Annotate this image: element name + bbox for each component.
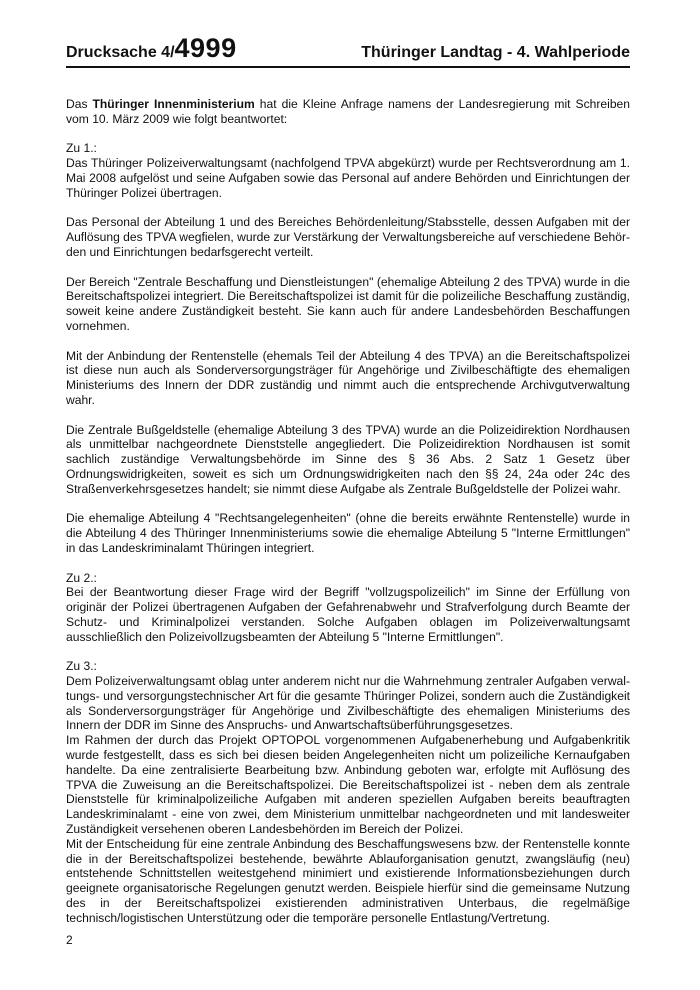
- parliament-title: Thüringer Landtag - 4. Wahlperiode: [361, 44, 630, 61]
- answer-1-paragraph: Die ehemalige Abteilung 4 "Rechtsangelegenheiten" (ohne die bereits erwähnte Rentenstelle) wurde in die Abteilung 4 des Thüringer Innenministeriums sowie die ehemalige Abteilung 5 "Interne Ermittlungen" in das Landeskriminalamt Thüringen integriert.: [66, 511, 630, 555]
- answer-1-paragraph: Mit der Anbindung der Rentenstelle (ehemals Teil der Abteilung 4 des TPVA) an die Bereitschaftspolizei ist diese nun auch als Sonderversorgungsträger für Angehörige und Zivilbeschäftigte des ehemaligen Ministeriums des Innern der DDR zuständig und nimmt auch die entsprechende Archivgutverwaltung wahr.: [66, 348, 630, 407]
- intro-paragraph: [66, 97, 630, 127]
- ministry-name: Thüringer Innenministerium: [92, 97, 255, 111]
- answer-1-paragraph: Die Zentrale Bußgeldstelle (ehemalige Abteilung 3 des TPVA) wurde an die Polizeidirektion Nordhausen als unmittelbar nachgeordnete Dienststelle angegliedert. Die Polizeidirektion Nordhausen ist somit sachlich zuständige Verwaltungsbehörde im Sinne des § 36 Abs. 2 Satz 1 Gesetz über Ordnungswidrigkeiten, soweit es sich um Ordnungswidrigkeiten nach den §§ 24, 24a oder 24c des Straßenverkehrsgesetzes handelt; sie nimmt diese Aufgabe als Zentrale Bußgeldstelle der Polizei wahr.: [66, 422, 630, 496]
- drucksache-number: 4999: [174, 33, 237, 63]
- document-body: [66, 97, 630, 926]
- answer-1-paragraph: Der Bereich "Zentrale Beschaffung und Dienstleistungen" (ehemalige Abteilung 2 des TPVA) wurde in die Bereitschaftspolizei integriert. Die Bereitschaftspolizei ist damit für die polizeiliche Beschaffung zuständig, soweit keine andere Zuständigkeit besteht. Sie kann auch für andere Landesbehörden Beschaffungen vornehmen.: [66, 274, 630, 333]
- answer-3-heading: Zu 3.:: [66, 659, 97, 674]
- answer-3-paragraph: Dem Polizeiverwaltungsamt oblag unter anderem nicht nur die Wahrnehmung zentraler Aufgaben verwaltungs- und versorgungstechnischer Art für die gesamte Thüringer Polizei, sondern auch die Zuständigkeit als Sonderversorgungsträger für Angehörige und Zivilbeschäftigte des ehemaligen Ministeriums des Innern der DDR im Sinne des Anspruchs- und Anwartschaftsüberführungsgesetzes.: [66, 674, 630, 733]
- answer-1-heading: Zu 1.:: [66, 141, 97, 156]
- answer-2-paragraph: Bei der Beantwortung dieser Frage wird der Begriff "vollzugspolizeilich" im Sinne der Erfüllung von originär der Polizei übertragenen Aufgaben der Gefahrenabwehr und Strafverfolgung durch Beamte der Schutz- und Kriminalpolizei verstanden. Solche Aufgaben oblagen im Polizeiverwaltungsamt ausschließlich den Polizeivollzugsbeamten der Abteilung 5 "Interne Ermittlungen".: [66, 585, 630, 644]
- answer-1-paragraph: Das Personal der Abteilung 1 und des Bereiches Behördenleitung/Stabsstelle, dessen Aufgaben mit der Auflösung des TPVA wegfielen, wurde zur Verstärkung der Verwaltungsbereiche auf verschiedene Behörden und Einrichtungen bedarfsgerecht verteilt.: [66, 215, 630, 259]
- drucksache-label: Drucksache 4/: [66, 44, 175, 61]
- intro-text-start: Das: [66, 97, 93, 111]
- answer-3-paragraph: Mit der Entscheidung für eine zentrale Anbindung des Beschaffungswesens bzw. der Rentenstelle konnte die in der Bereitschaftspolizei bestehende, bewährte Ablauforganisation genutzt, zwangsläufig (neu) entstehende Schnittstellen weitestgehend minimiert und existierende Informationsbeziehungen durch geeignete organisatorische Regelungen genutzt werden. Beispiele hierfür sind die gemeinsame Nutzung des in der Bereitschaftspolizei existierenden administrativen Unterbaus, die regelmäßige technisch/logistischen Unterstützung oder die temporäre personelle Entlastung/Vertretung.: [66, 836, 630, 925]
- page-number: 2: [66, 933, 73, 947]
- answer-1-paragraph: Das Thüringer Polizeiverwaltungsamt (nachfolgend TPVA abgekürzt) wurde per Rechtsverordnung am 1. Mai 2008 aufgelöst und seine Aufgaben sowie das Personal auf andere Behörden und Einrichtungen der Thüringer Polizei übertragen.: [66, 156, 630, 200]
- page-header: [66, 30, 630, 68]
- answer-2-heading: Zu 2.:: [66, 570, 97, 585]
- document-number: [66, 33, 237, 64]
- intro-text-end: hat die Kleine Anfrage namens der Landesregierung mit Schreiben vom 10. März 2009 wie folgt beantwortet:: [66, 97, 631, 126]
- answer-3-paragraph: Im Rahmen der durch das Projekt OPTOPOL vorgenommenen Aufgabenerhebung und Aufgabenkritik wurde festgestellt, dass es sich bei diesen beiden Angelegenheiten nicht um polizeiliche Kernaufgaben handelte. Da eine zentralisierte Bearbeitung bzw. Anbindung geboten war, erfolgte mit Auflösung des TPVA die Zuweisung an die Bereitschaftspolizei. Die Bereitschaftspolizei ist - neben dem als zentrale Dienststelle für kriminalpolizeiliche Aufgaben mit anderen speziellen Aufgaben bereits beauftragten Landeskriminalamt - eine von zwei, dem Ministerium unmittelbar nachgeordneten und mit landesweiter Zuständigkeit versehenen oberen Landesbehörden im Bereich der Polizei.: [66, 733, 630, 837]
